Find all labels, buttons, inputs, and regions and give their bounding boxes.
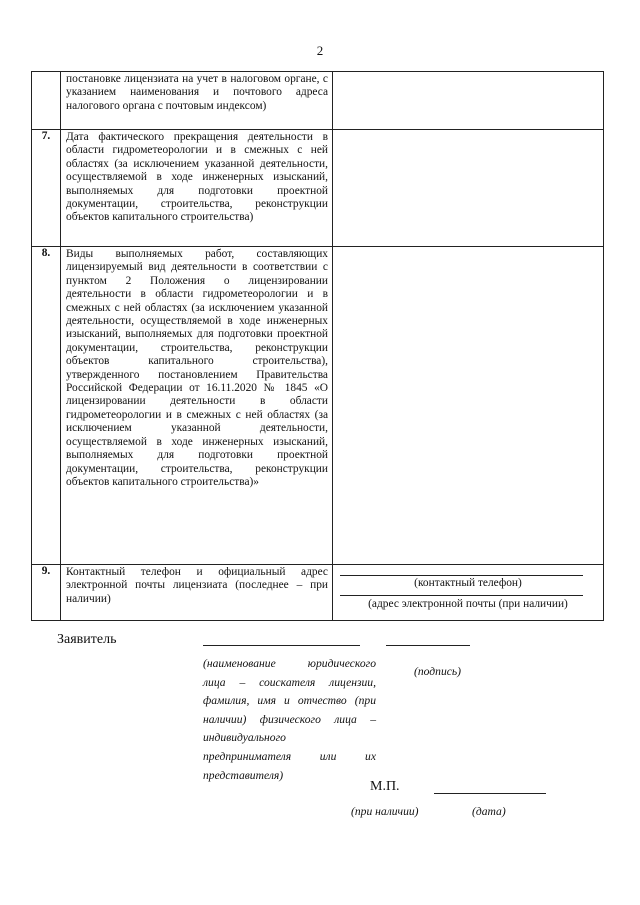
row-number: 9. bbox=[32, 565, 61, 621]
row-number: 7. bbox=[32, 130, 61, 247]
row-value-field[interactable] bbox=[333, 72, 604, 130]
phone-field-line[interactable] bbox=[340, 575, 583, 576]
row-value-field[interactable] bbox=[333, 247, 604, 565]
application-form-table bbox=[31, 71, 604, 621]
table-row bbox=[32, 565, 604, 621]
page-number: 2 bbox=[316, 43, 324, 58]
table-row bbox=[32, 247, 604, 565]
stamp-caption: (при наличии) bbox=[351, 805, 419, 818]
date-caption: (дата) bbox=[472, 805, 506, 818]
table-row bbox=[32, 130, 604, 247]
email-field-line[interactable] bbox=[340, 595, 583, 596]
row-number: 8. bbox=[32, 247, 61, 565]
signature-caption: (подпись) bbox=[414, 665, 462, 678]
row-description: Виды выполняемых работ, составляющих лицензируемый вид деятельности в соответствии с пунктом 2 Положения о лицензировании деятельности в области гидрометеорологии и в смежных с ней областях (за исключением указанной деятельности, осуществляемой в ходе инженерных изысканий, выполняемых для подготовки проектной документации, строительства, реконструкции объектов капитального строительства), утвержденного постановлением Правительства Российской Федерации от 16.11.2020 № 1845 «О лицензировании деятельности в области гидрометеорологии и в смежных с ней областях (за исключением указанной деятельности, осуществляемой в ходе инженерных изысканий, выполняемых для подготовки проектной документации, строительства, реконструкции объектов капитального строительства)» bbox=[61, 247, 333, 565]
name-field-line[interactable] bbox=[203, 645, 360, 646]
row-number bbox=[32, 72, 61, 130]
name-caption: (наименование юридического лица – соискателя лицензии, фамилия, имя и отчество (при наличии) физического лица – индивидуального предпринимателя или их представителя) bbox=[203, 657, 376, 782]
phone-caption: (контактный телефон) bbox=[414, 577, 522, 589]
date-field-line[interactable] bbox=[434, 793, 546, 794]
row-value-field[interactable] bbox=[333, 130, 604, 247]
applicant-label: Заявитель bbox=[57, 632, 117, 647]
row-description: Дата фактического прекращения деятельности в области гидрометеорологии и в смежных с ней областях (за исключением указанной деятельности, осуществляемой в ходе инженерных изысканий, выполняемых для подготовки проектной документации, строительства, реконструкции объектов капитального строительства) bbox=[61, 130, 333, 247]
row-description: Контактный телефон и официальный адрес электронной почты лицензиата (последнее – при наличии) bbox=[61, 565, 333, 621]
signature-field-line[interactable] bbox=[386, 645, 470, 646]
table-row bbox=[32, 72, 604, 130]
row-description: постановке лицензиата на учет в налоговом органе, с указанием наименования и почтового адреса налогового органа с почтовым индексом) bbox=[61, 72, 333, 130]
stamp-label: М.П. bbox=[370, 779, 400, 794]
email-caption: (адрес электронной почты (при наличии) bbox=[368, 598, 568, 610]
contact-value-cell bbox=[333, 565, 604, 621]
